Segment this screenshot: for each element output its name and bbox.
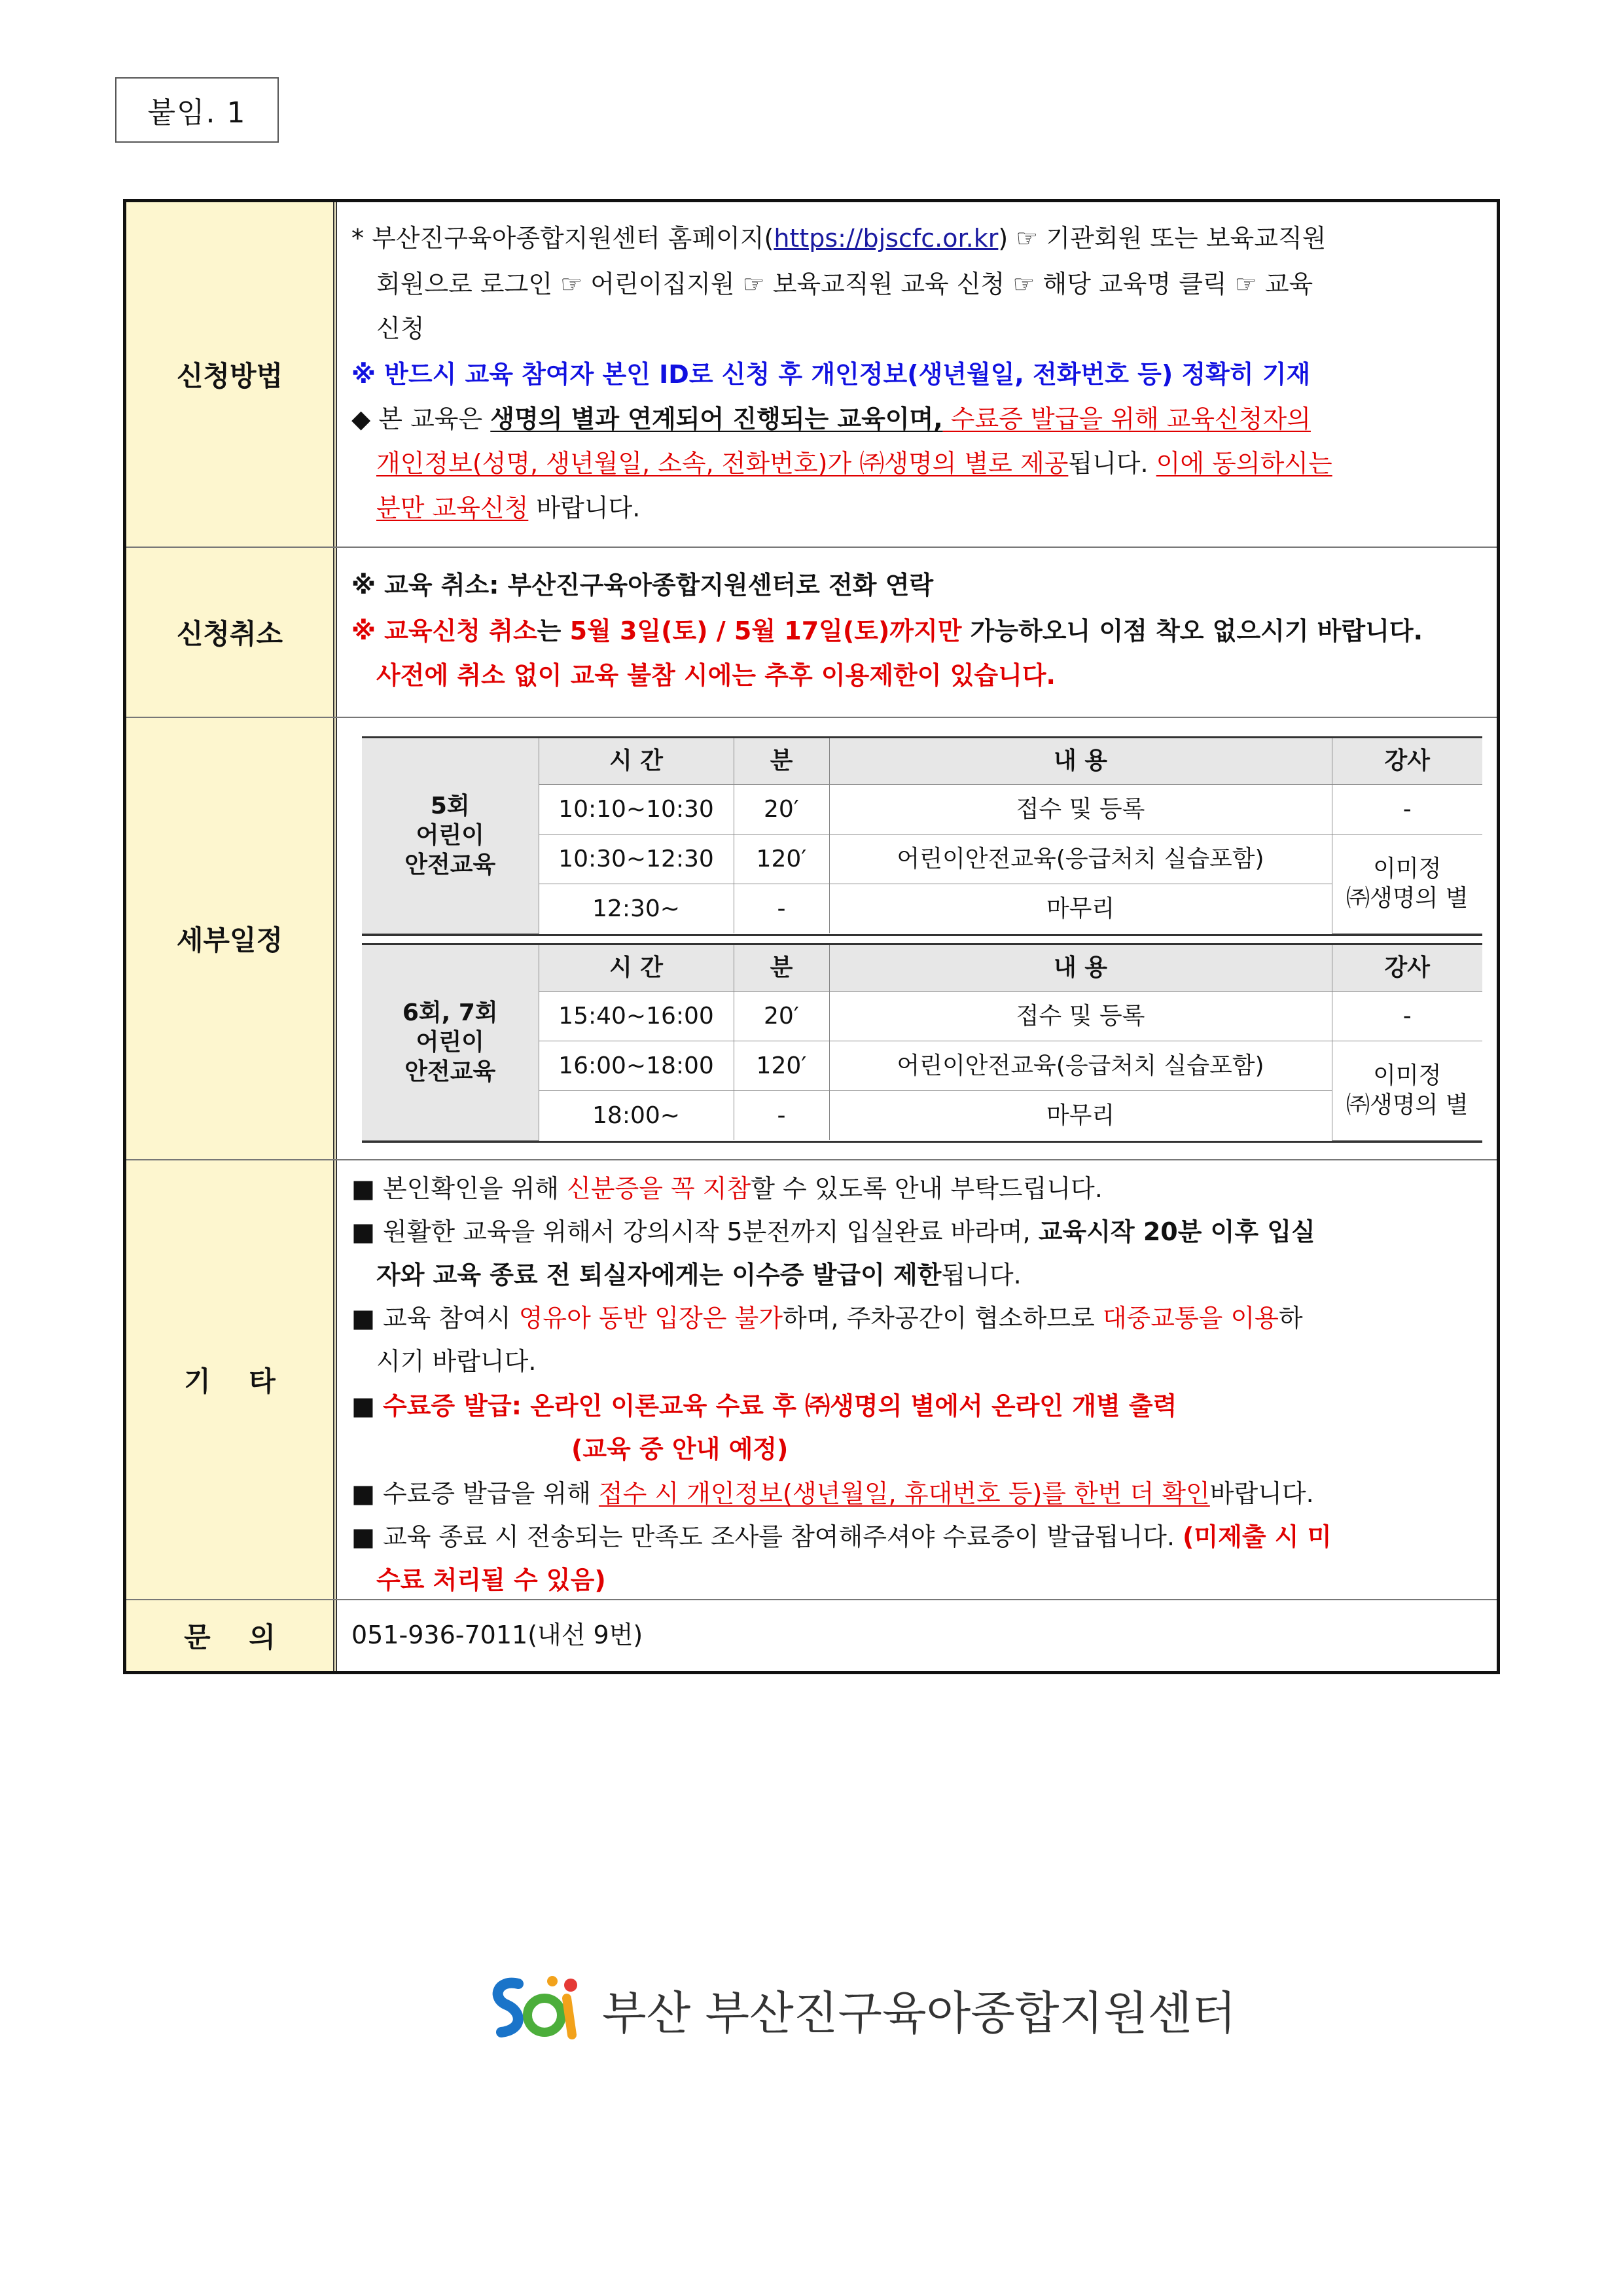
group-1-name-l3: 안전교육 [404, 852, 496, 879]
group-2-name [362, 945, 539, 1140]
cell-instructor-merged [1332, 1041, 1482, 1140]
header-minutes: 분 [734, 945, 829, 991]
apply-notice-id: ※ 반드시 교육 참여자 본인 ID로 신청 후 개인정보(생년월일, 전화번호 등) 정확히 기재 [351, 360, 1311, 389]
cell-content: 마무리 [829, 1090, 1332, 1140]
attachment-label: 붙임. 1 [115, 77, 279, 143]
header-time: 시 간 [539, 738, 734, 784]
cancel-line-2b: 는 [537, 617, 570, 645]
label-apply: 신청방법 [126, 202, 337, 547]
cell-content: 마무리 [829, 884, 1332, 933]
etc-line-4e: 하 [1278, 1304, 1303, 1333]
cell-minutes: - [734, 1090, 829, 1140]
group-1-name-l1: 5회 [430, 793, 470, 820]
etc-line-6 [351, 1384, 1177, 1427]
content-inquiry [337, 1600, 1497, 1671]
cell-minutes: 20′ [734, 784, 829, 834]
apply-line-6a: 개인정보(성명, 생년월일, 소속, 전화번호)가 ㈜생명의 별로 제공 [376, 449, 1069, 478]
etc-line-2 [351, 1210, 1315, 1253]
etc-line-2a: ■ 원활한 교육을 위해서 강의시작 5분전까지 입실완료 바라며, [351, 1217, 1039, 1246]
apply-line-7b: 바랍니다. [528, 493, 641, 522]
etc-line-9a: ■ 교육 종료 시 전송되는 만족도 조사를 참여해주셔야 수료증이 발급됩니다. [351, 1522, 1183, 1551]
header-minutes: 분 [734, 738, 829, 784]
etc-line-9b: (미제출 시 미 [1183, 1522, 1332, 1551]
cell-time: 10:10~10:30 [539, 784, 734, 834]
schedule-header-row [362, 945, 1482, 991]
cancel-line-2a: ※ 교육신청 취소 [351, 617, 537, 645]
homepage-link[interactable]: https://bjscfc.or.kr [774, 224, 999, 253]
etc-line-3 [376, 1253, 1022, 1297]
apply-line-7a: 분만 교육신청 [376, 493, 529, 522]
etc-line-4b: 영유아 동반 입장은 불가 [518, 1304, 783, 1333]
content-apply [337, 202, 1497, 547]
label-schedule: 세부일정 [126, 718, 337, 1159]
group-1-name [362, 738, 539, 933]
group-2-name-l3: 안전교육 [404, 1058, 496, 1086]
header-content: 내 용 [829, 945, 1332, 991]
label-cancel: 신청취소 [126, 548, 337, 717]
cell-content: 접수 및 등록 [829, 991, 1332, 1041]
schedule-header-row [362, 738, 1482, 784]
etc-line-3a: 자와 교육 종료 전 퇴실자에게는 이수증 발급이 제한 [376, 1261, 942, 1289]
etc-line-1c: 할 수 있도록 안내 부탁드립니다. [751, 1174, 1103, 1203]
content-cancel [337, 548, 1497, 717]
cancel-deadline: 5월 3일(토) / 5월 17일(토)까지만 [569, 617, 962, 645]
group-2-name-l1: 6회, 7회 [402, 999, 498, 1027]
header-content: 내 용 [829, 738, 1332, 784]
inquiry-phone: 051-936-7011(내선 9번) [351, 1621, 643, 1649]
apply-line-1a: * 부산진구육아종합지원센터 홈페이지( [351, 224, 774, 253]
cancel-line-3: 사전에 취소 없이 교육 불참 시에는 추후 이용제한이 있습니다. [376, 661, 1056, 690]
etc-line-5: 시기 바랍니다. [376, 1347, 537, 1376]
etc-line-6b: 수료증 발급: 온라인 이론교육 수료 후 ㈜생명의 별에서 온라인 개별 출력 [382, 1391, 1177, 1420]
etc-line-4c: 하며, 주차공간이 협소하므로 [783, 1304, 1103, 1333]
center-logo-icon [484, 1972, 589, 2047]
etc-line-8c: 바랍니다. [1209, 1479, 1314, 1508]
apply-line-7 [376, 486, 640, 529]
cell-time: 10:30~12:30 [539, 834, 734, 884]
etc-line-8a: ■ 수료증 발급을 위해 [351, 1479, 599, 1508]
cancel-line-2d: 가능하오니 이점 착오 없으시기 바랍니다. [961, 617, 1423, 645]
cell-instructor: - [1332, 784, 1482, 834]
etc-line-2b: 교육시작 20분 이후 입실 [1038, 1217, 1315, 1246]
cell-content: 어린이안전교육(응급처치 실습포함) [829, 834, 1332, 884]
etc-line-3b: 됩니다. [941, 1261, 1022, 1289]
cell-content: 어린이안전교육(응급처치 실습포함) [829, 1041, 1332, 1090]
cell-instructor: - [1332, 991, 1482, 1041]
instructor-org: ㈜생명의 별 [1346, 1092, 1469, 1119]
schedule-table-group-2 [362, 943, 1482, 1143]
row-cancel [126, 548, 1497, 718]
cell-time: 18:00~ [539, 1090, 734, 1140]
apply-line-6c: 이에 동의하시는 [1156, 449, 1332, 478]
etc-line-1b: 신분증을 꼭 지참 [567, 1174, 751, 1203]
cell-instructor-merged [1332, 834, 1482, 933]
footer-logo [484, 1970, 1236, 2049]
cancel-line-1: ※ 교육 취소: 부산진구육아종합지원센터로 전화 연락 [351, 571, 934, 600]
apply-line-1b: ) ☞ 기관회원 또는 보육교직원 [998, 224, 1327, 253]
group-1-name-l2: 어린이 [416, 822, 484, 850]
center-logo-text: 부산 부산진구육아종합지원센터 [602, 1986, 1236, 2040]
info-table [123, 199, 1500, 1674]
cell-content: 접수 및 등록 [829, 784, 1332, 834]
etc-line-7: (교육 중 안내 예정) [571, 1435, 789, 1463]
content-etc [337, 1160, 1497, 1599]
etc-line-8 [351, 1472, 1314, 1515]
etc-line-10: 수료 처리될 수 있음) [376, 1566, 606, 1594]
schedule-table-group-1 [362, 736, 1482, 936]
header-instructor: 강사 [1332, 738, 1482, 784]
apply-line-5 [351, 397, 1311, 440]
cell-minutes: 120′ [734, 1041, 829, 1090]
instructor-name: 이미정 [1373, 1062, 1442, 1089]
label-inquiry: 문 의 [126, 1600, 337, 1671]
apply-line-5a: ◆ 본 교육은 [351, 404, 491, 433]
etc-line-1 [351, 1167, 1103, 1210]
cell-minutes: 20′ [734, 991, 829, 1041]
apply-line-1 [351, 217, 1326, 260]
etc-line-4 [351, 1297, 1303, 1340]
cell-minutes: - [734, 884, 829, 933]
apply-line-3: 신청 [376, 314, 425, 343]
instructor-name: 이미정 [1373, 855, 1442, 882]
cancel-line-2 [351, 609, 1423, 653]
cell-time: 12:30~ [539, 884, 734, 933]
etc-line-8b: 접수 시 개인정보(생년월일, 휴대번호 등)를 한번 더 확인 [598, 1479, 1210, 1508]
cell-time: 16:00~18:00 [539, 1041, 734, 1090]
instructor-org: ㈜생명의 별 [1346, 885, 1469, 912]
header-time: 시 간 [539, 945, 734, 991]
etc-line-6a: ■ [351, 1391, 383, 1420]
apply-line-5b: 생명의 별과 연계되어 진행되는 교육이며, [490, 404, 943, 433]
label-etc: 기 타 [126, 1160, 337, 1599]
group-2-name-l2: 어린이 [416, 1029, 484, 1056]
apply-line-6b: 됩니다. [1068, 449, 1156, 478]
apply-line-5c: 수료증 발급을 위해 교육신청자의 [942, 404, 1311, 433]
header-instructor: 강사 [1332, 945, 1482, 991]
etc-line-4a: ■ 교육 참여시 [351, 1304, 519, 1333]
cell-time: 15:40~16:00 [539, 991, 734, 1041]
cell-minutes: 120′ [734, 834, 829, 884]
row-etc [126, 1160, 1497, 1600]
content-schedule [337, 718, 1497, 1159]
row-apply [126, 202, 1497, 548]
row-schedule [126, 718, 1497, 1160]
etc-line-4d: 대중교통을 이용 [1102, 1304, 1279, 1333]
apply-line-6 [376, 442, 1332, 485]
etc-line-1a: ■ 본인확인을 위해 [351, 1174, 567, 1203]
apply-line-2: 회원으로 로그인 ☞ 어린이집지원 ☞ 보육교직원 교육 신청 ☞ 해당 교육명 클릭 ☞ 교육 [376, 270, 1313, 298]
row-inquiry [126, 1600, 1497, 1671]
etc-line-9 [351, 1515, 1331, 1558]
